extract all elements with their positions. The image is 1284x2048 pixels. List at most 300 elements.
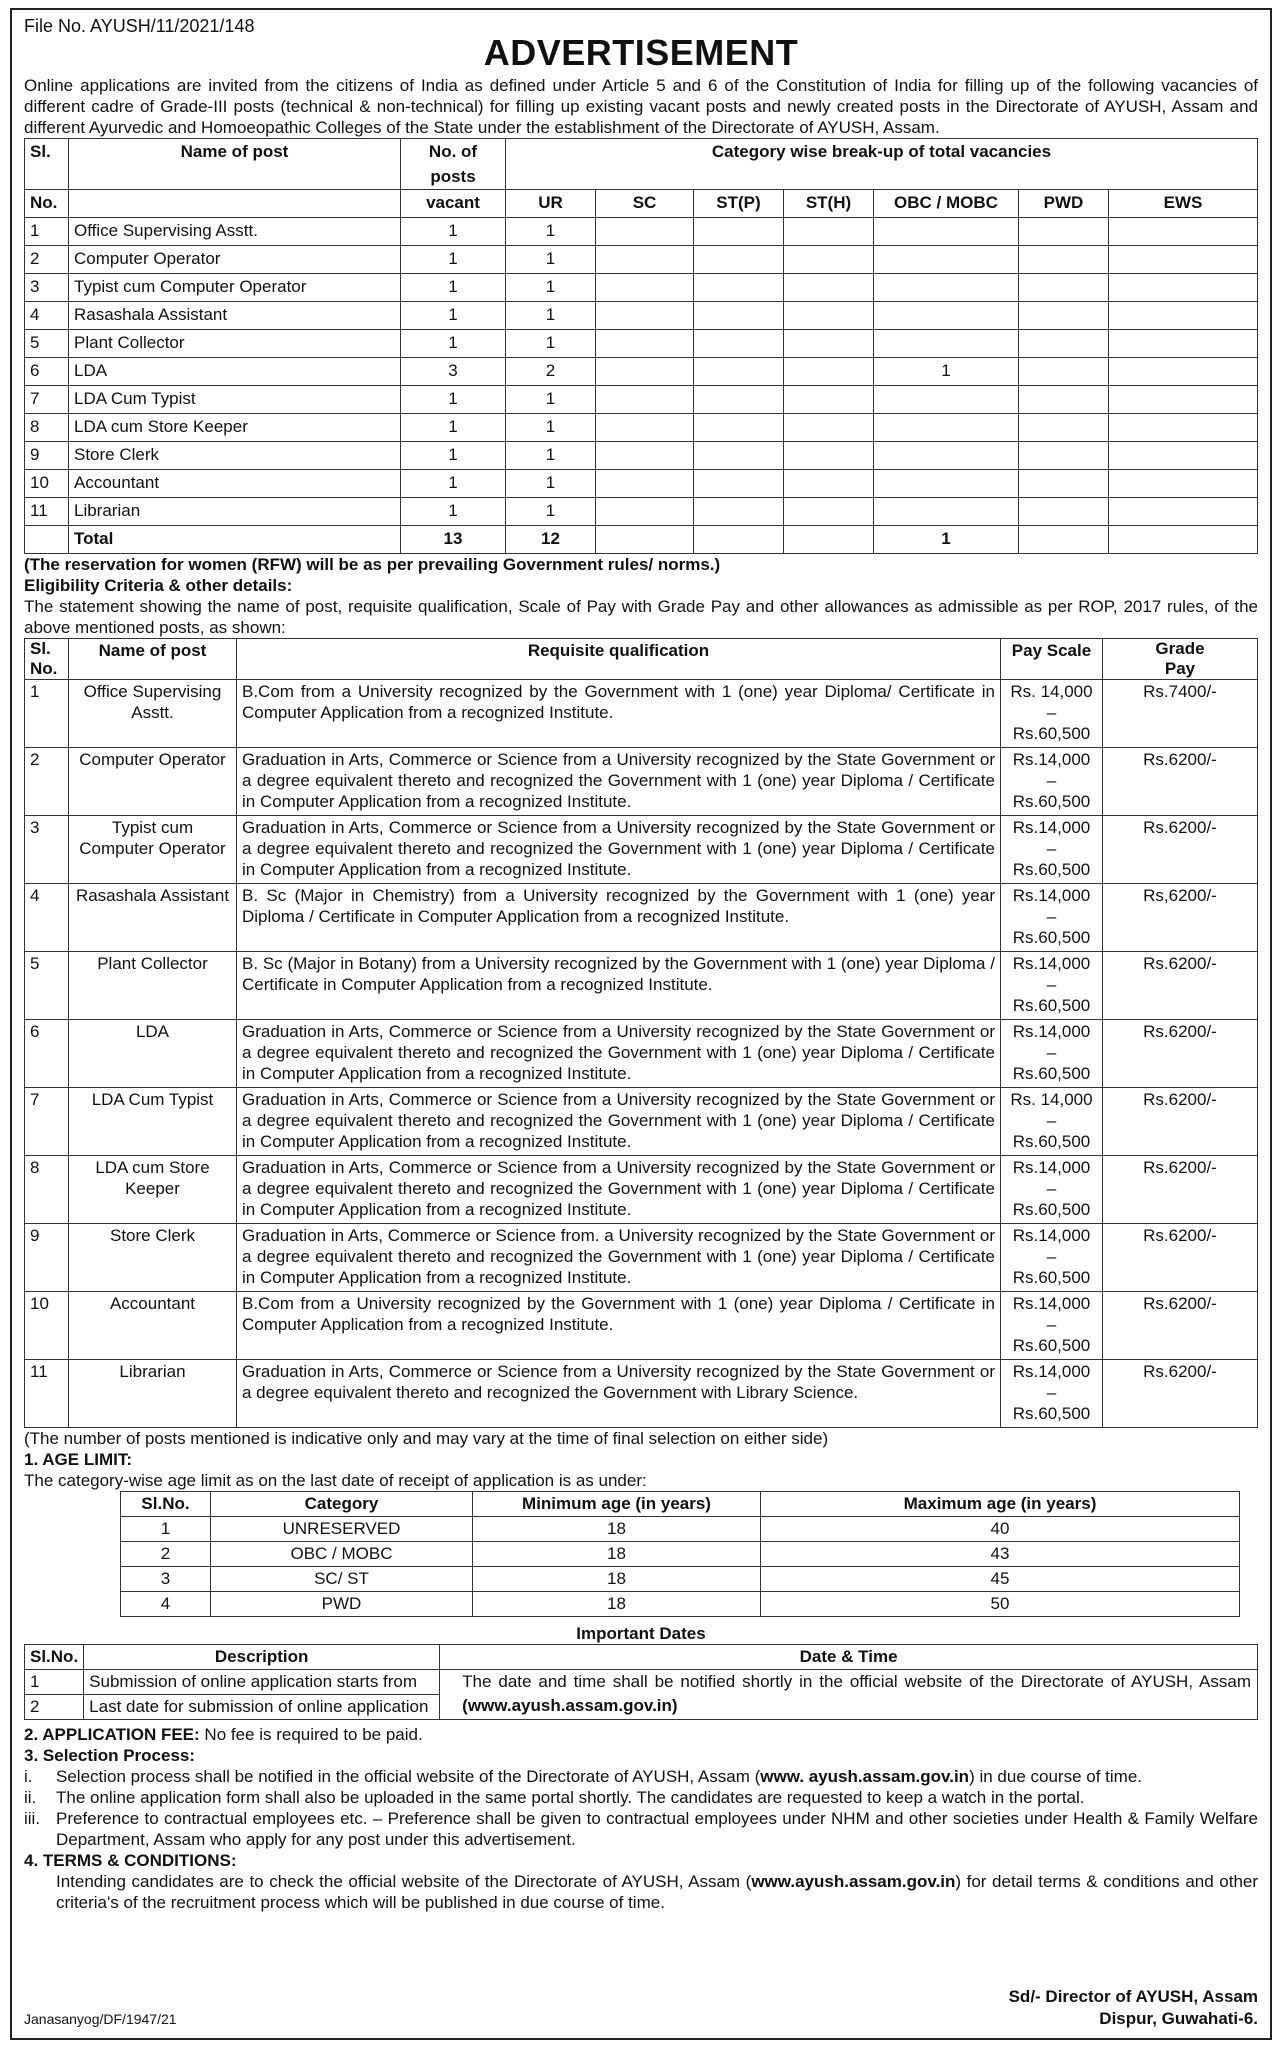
qual-sl: 7 <box>25 1088 69 1156</box>
vacancy-category-count: 1 <box>506 442 596 470</box>
important-dates-table <box>24 1644 1258 1720</box>
table-row <box>121 1517 1240 1542</box>
vacancy-total-count <box>1109 526 1258 554</box>
vacancy-category-count <box>1019 358 1109 386</box>
pay-scale-min: Rs.14,000 – <box>1012 1362 1091 1402</box>
table-row <box>121 1592 1240 1617</box>
qualification-table <box>24 638 1258 1428</box>
table-row <box>121 1567 1240 1592</box>
pay-scale-min: Rs. 14,000 – <box>1010 1090 1093 1130</box>
qual-post-name: Rasashala Assistant <box>69 884 237 952</box>
vacancy-post-name: Store Clerk <box>69 442 401 470</box>
qual-post-name: Office Supervising Asstt. <box>69 680 237 748</box>
table-row <box>25 330 1258 358</box>
table-row <box>25 748 1258 816</box>
vacancy-category-count <box>784 218 874 246</box>
selection-list <box>24 1766 1258 1850</box>
vacancy-sl: 7 <box>25 386 69 414</box>
vacancy-sl: 3 <box>25 274 69 302</box>
vacancy-table <box>24 138 1258 554</box>
vacancy-post-name: Plant Collector <box>69 330 401 358</box>
selection-heading: 3. Selection Process: <box>24 1746 196 1765</box>
vacancy-sl: 6 <box>25 358 69 386</box>
pay-scale-min: Rs.14,000 – <box>1012 1022 1091 1062</box>
vacancy-total-count <box>1019 526 1109 554</box>
table-row <box>25 386 1258 414</box>
qual-grade-pay: Rs.6200/- <box>1103 748 1258 816</box>
table-row <box>25 358 1258 386</box>
qual-grade-pay: Rs.7400/- <box>1103 680 1258 748</box>
qual-pay-scale <box>1001 1156 1103 1224</box>
list-item-text-pre: Selection process shall be notified in the official website of the Directorate of AYUSH, Assam ( <box>56 1767 761 1786</box>
vacancy-header-category-item: ST(P) <box>694 190 784 218</box>
vacancy-header-posts: No. of posts <box>401 139 506 190</box>
vacancy-category-count <box>596 358 694 386</box>
vacancy-category-count <box>784 274 874 302</box>
vacancy-sl: 11 <box>25 498 69 526</box>
qual-sl: 9 <box>25 1224 69 1292</box>
vacancy-header-vacant: vacant <box>401 190 506 218</box>
vacancy-sl: 2 <box>25 246 69 274</box>
vacancy-post-name: Accountant <box>69 470 401 498</box>
qual-grade-pay: Rs.6200/- <box>1103 952 1258 1020</box>
rfw-note: (The reservation for women (RFW) will be as per prevailing Government rules/ norms.) <box>24 555 721 574</box>
vacancy-category-count <box>1019 498 1109 526</box>
vacancy-total-count <box>784 526 874 554</box>
vacancy-category-count <box>1109 330 1258 358</box>
qual-post-name: Plant Collector <box>69 952 237 1020</box>
table-row <box>121 1542 1240 1567</box>
vacancy-category-count <box>596 218 694 246</box>
pay-scale-max: Rs.60,500 <box>1012 792 1091 811</box>
table-row-total <box>25 526 1258 554</box>
vacancy-category-count <box>1109 218 1258 246</box>
age-cell: 2 <box>121 1542 211 1567</box>
age-header: Sl.No. <box>121 1492 211 1517</box>
vacancy-category-count: 1 <box>506 414 596 442</box>
vacancy-category-count: 1 <box>506 498 596 526</box>
qual-pay-scale <box>1001 816 1103 884</box>
vacancy-total-blank <box>25 526 69 554</box>
table-row <box>25 414 1258 442</box>
qual-pay-scale <box>1001 1360 1103 1428</box>
qual-header-sl: Sl. No. <box>25 639 69 680</box>
qual-requirement: B.Com from a University recognized by the Government with 1 (one) year Diploma/ Certificate in Computer Application from a recognized Institute. <box>237 680 1001 748</box>
vacancy-category-count <box>784 442 874 470</box>
dates-header-description: Description <box>84 1645 440 1670</box>
vacancy-category-count <box>784 302 874 330</box>
vacancy-posts: 1 <box>401 442 506 470</box>
qual-sl: 8 <box>25 1156 69 1224</box>
qual-requirement: B. Sc (Major in Chemistry) from a University recognized by the Government with 1 (one) year Diploma / Certificate in Computer Application from a recognized Institute. <box>237 884 1001 952</box>
vacancy-post-name: Typist cum Computer Operator <box>69 274 401 302</box>
vacancy-category-count <box>694 442 784 470</box>
vacancy-post-name: Office Supervising Asstt. <box>69 218 401 246</box>
eligibility-intro: The statement showing the name of post, requisite qualification, Scale of Pay with Grade Pay and other allowances as admissible as per ROP, 2017 rules, of the above mentioned posts, as shown: <box>24 597 1258 637</box>
pay-scale-max: Rs.60,500 <box>1012 724 1091 743</box>
vacancy-category-count <box>694 330 784 358</box>
footer <box>24 1970 1258 2030</box>
pay-scale-min: Rs.14,000 – <box>1012 1226 1091 1266</box>
intro-paragraph: Online applications are invited from the citizens of India as defined under Article 5 and 6 of the Constitution of India for filling up of the following vacancies of different cadre of Grade-III posts (technical & non-technical) for filling up existing vacant posts and newly created posts in the Directorate of AYUSH, Assam and different Ayurvedic and Homoeopathic Colleges of the State under the establishment of the Directorate of AYUSH, Assam. <box>24 76 1258 137</box>
vacancy-category-count <box>1019 470 1109 498</box>
vacancy-category-count <box>874 274 1019 302</box>
pay-scale-min: Rs.14,000 – <box>1012 954 1091 994</box>
qual-post-name: LDA cum Store Keeper <box>69 1156 237 1224</box>
qual-sl: 10 <box>25 1292 69 1360</box>
vacancy-category-count: 1 <box>506 302 596 330</box>
qual-requirement: Graduation in Arts, Commerce or Science from a University recognized by the State Government or a degree equivalent thereto and recognized the Government with 1 (one) year Diploma / Certificate in Computer Application from a recognized Institute. <box>237 1088 1001 1156</box>
pay-scale-max: Rs.60,500 <box>1012 1336 1091 1355</box>
qual-pay-scale <box>1001 1292 1103 1360</box>
vacancy-header-no: No. <box>25 190 69 218</box>
qual-pay-scale <box>1001 1224 1103 1292</box>
vacancy-category-count <box>784 414 874 442</box>
vacancy-category-count <box>784 498 874 526</box>
website-link[interactable]: www.ayush.assam.gov.in <box>751 1872 956 1891</box>
vacancy-header-category-item: PWD <box>1019 190 1109 218</box>
vacancy-header-blank <box>69 190 401 218</box>
dates-header-sl: Sl.No. <box>25 1645 84 1670</box>
qual-requirement: B. Sc (Major in Botany) from a University recognized by the Government with 1 (one) year Diploma / Certificate in Computer Application from a recognized Institute. <box>237 952 1001 1020</box>
vacancy-sl: 9 <box>25 442 69 470</box>
advertisement-page <box>10 8 1272 2040</box>
vacancy-category-count <box>1019 414 1109 442</box>
list-item-text-post: ) in due course of time. <box>969 1767 1142 1786</box>
list-item <box>24 1787 1258 1808</box>
vacancy-post-name: Computer Operator <box>69 246 401 274</box>
qual-pay-scale <box>1001 1088 1103 1156</box>
important-dates-heading: Important Dates <box>576 1624 706 1643</box>
pay-scale-max: Rs.60,500 <box>1012 1132 1091 1151</box>
vacancy-category-count <box>874 414 1019 442</box>
qual-sl: 2 <box>25 748 69 816</box>
vacancy-category-count: 1 <box>506 386 596 414</box>
page-title: ADVERTISEMENT <box>483 32 799 73</box>
vacancy-posts: 1 <box>401 218 506 246</box>
vacancy-header-category-item: OBC / MOBC <box>874 190 1019 218</box>
age-cell: 45 <box>761 1567 1240 1592</box>
age-cell: PWD <box>211 1592 473 1617</box>
qual-requirement: Graduation in Arts, Commerce or Science from a University recognized by the State Government or a degree equivalent thereto and recognized the Government with Library Science. <box>237 1360 1001 1428</box>
qual-pay-scale <box>1001 952 1103 1020</box>
pay-scale-max: Rs.60,500 <box>1012 1200 1091 1219</box>
vacancy-category-count <box>874 386 1019 414</box>
qual-requirement: Graduation in Arts, Commerce or Science from a University recognized by the State Government or a degree equivalent thereto and recognized the Government with 1 (one) year Diploma / Certificate in Computer Application from a recognized Institute. <box>237 1156 1001 1224</box>
vacancy-category-count: 2 <box>506 358 596 386</box>
age-cell: 43 <box>761 1542 1240 1567</box>
dates-row-description: Last date for submission of online application <box>84 1695 440 1720</box>
pay-scale-max: Rs.60,500 <box>1012 1404 1091 1423</box>
vacancy-header-category-item: ST(H) <box>784 190 874 218</box>
pay-scale-min: Rs.14,000 – <box>1012 818 1091 858</box>
qual-post-name: LDA <box>69 1020 237 1088</box>
vacancy-sl: 5 <box>25 330 69 358</box>
vacancy-category-count <box>694 386 784 414</box>
qual-header-grade: Grade Pay <box>1103 639 1258 680</box>
table-row <box>25 1292 1258 1360</box>
age-header: Maximum age (in years) <box>761 1492 1240 1517</box>
age-intro: The category-wise age limit as on the last date of receipt of application is as under: <box>24 1471 647 1490</box>
vacancy-category-count <box>784 386 874 414</box>
qual-post-name: LDA Cum Typist <box>69 1088 237 1156</box>
vacancy-category-count <box>874 498 1019 526</box>
qual-grade-pay: Rs.6200/- <box>1103 1020 1258 1088</box>
vacancy-sl: 10 <box>25 470 69 498</box>
qual-grade-pay: Rs.6200/- <box>1103 1088 1258 1156</box>
vacancy-category-count <box>1109 498 1258 526</box>
application-fee: 2. APPLICATION FEE: No fee is required to be paid. <box>24 1725 423 1744</box>
qual-post-name: Computer Operator <box>69 748 237 816</box>
age-cell: 4 <box>121 1592 211 1617</box>
vacancy-posts: 1 <box>401 414 506 442</box>
posts-note: (The number of posts mentioned is indicative only and may vary at the time of final selection on either side) <box>24 1429 829 1448</box>
website-link[interactable]: (www.ayush.assam.gov.in) <box>462 1696 678 1715</box>
table-row <box>25 302 1258 330</box>
vacancy-category-count <box>694 218 784 246</box>
dates-date-text: The date and time shall be notified shortly in the official website of the Directorate of AYUSH, Assam (www.ayush.assam.gov.in) <box>440 1670 1258 1720</box>
list-item <box>24 1808 1258 1850</box>
vacancy-category-count: 1 <box>506 330 596 358</box>
vacancy-category-count <box>1019 302 1109 330</box>
vacancy-category-count: 1 <box>874 358 1019 386</box>
table-row <box>25 274 1258 302</box>
vacancy-header-category: Category wise break-up of total vacancies <box>506 139 1258 190</box>
list-item-text <box>56 1808 1258 1850</box>
vacancy-category-count <box>874 246 1019 274</box>
qual-pay-scale <box>1001 748 1103 816</box>
qual-grade-pay: Rs.6200/- <box>1103 816 1258 884</box>
qual-grade-pay: Rs.6200/- <box>1103 1360 1258 1428</box>
qual-header-qualification: Requisite qualification <box>237 639 1001 680</box>
vacancy-category-count <box>694 302 784 330</box>
vacancy-posts: 1 <box>401 274 506 302</box>
eligibility-heading: Eligibility Criteria & other details: <box>24 576 293 595</box>
pay-scale-min: Rs.14,000 – <box>1012 886 1091 926</box>
pay-scale-min: Rs.14,000 – <box>1012 1294 1091 1334</box>
qual-grade-pay: Rs.6200/- <box>1103 1156 1258 1224</box>
vacancy-post-name: Librarian <box>69 498 401 526</box>
qual-pay-scale <box>1001 884 1103 952</box>
vacancy-category-count <box>1109 246 1258 274</box>
vacancy-category-count <box>784 358 874 386</box>
table-row <box>25 1224 1258 1292</box>
age-cell: 1 <box>121 1517 211 1542</box>
vacancy-category-count <box>694 274 784 302</box>
age-cell: SC/ ST <box>211 1567 473 1592</box>
qual-sl: 11 <box>25 1360 69 1428</box>
age-cell: 50 <box>761 1592 1240 1617</box>
vacancy-total-count: 12 <box>506 526 596 554</box>
dates-row-sl: 1 <box>25 1670 84 1695</box>
table-row <box>25 218 1258 246</box>
vacancy-category-count <box>596 498 694 526</box>
vacancy-category-count: 1 <box>506 218 596 246</box>
vacancy-category-count <box>596 330 694 358</box>
vacancy-category-count <box>874 302 1019 330</box>
vacancy-category-count <box>784 246 874 274</box>
table-row <box>25 1020 1258 1088</box>
vacancy-category-count <box>874 442 1019 470</box>
vacancy-category-count <box>784 470 874 498</box>
table-row <box>25 952 1258 1020</box>
vacancy-sl: 8 <box>25 414 69 442</box>
vacancy-total-label: Total <box>69 526 401 554</box>
age-header: Category <box>211 1492 473 1517</box>
qual-post-name: Store Clerk <box>69 1224 237 1292</box>
list-item <box>24 1766 1258 1787</box>
qual-requirement: Graduation in Arts, Commerce or Science from a University recognized by the State Government or a degree equivalent thereto and recognized the Government with 1 (one) year Diploma / Certificate in Computer Application from a recognized Institute. <box>237 816 1001 884</box>
vacancy-posts: 1 <box>401 498 506 526</box>
pay-scale-max: Rs.60,500 <box>1012 1064 1091 1083</box>
vacancy-category-count <box>1109 302 1258 330</box>
vacancy-category-count <box>784 330 874 358</box>
vacancy-category-count <box>1019 218 1109 246</box>
vacancy-posts: 1 <box>401 470 506 498</box>
list-item-number: ii. <box>24 1788 37 1807</box>
vacancy-category-count <box>596 470 694 498</box>
list-item-number: i. <box>24 1767 33 1786</box>
table-row <box>25 498 1258 526</box>
table-row <box>25 884 1258 952</box>
signature-block <box>1009 1986 1258 2030</box>
list-item-text <box>56 1787 1258 1808</box>
qual-requirement: Graduation in Arts, Commerce or Science from a University recognized by the State Government or a degree equivalent thereto and recognized the Government with 1 (one) year Diploma / Certificate in Computer Application from a recognized Institute. <box>237 748 1001 816</box>
vacancy-category-count <box>694 246 784 274</box>
terms-heading: 4. TERMS & CONDITIONS: <box>24 1851 237 1870</box>
vacancy-category-count <box>1109 274 1258 302</box>
table-row <box>25 1360 1258 1428</box>
vacancy-sl: 1 <box>25 218 69 246</box>
vacancy-posts: 1 <box>401 246 506 274</box>
age-heading: 1. AGE LIMIT: <box>24 1450 132 1469</box>
age-cell: 18 <box>473 1542 761 1567</box>
qual-sl: 5 <box>25 952 69 1020</box>
pay-scale-min: Rs. 14,000 – <box>1010 682 1093 722</box>
age-table <box>120 1491 1240 1617</box>
vacancy-category-count <box>874 218 1019 246</box>
vacancy-category-count: 1 <box>506 274 596 302</box>
vacancy-header-category-item: EWS <box>1109 190 1258 218</box>
vacancy-category-count <box>596 442 694 470</box>
qual-sl: 4 <box>25 884 69 952</box>
signatory-address: Dispur, Guwahati-6. <box>1099 2009 1258 2028</box>
vacancy-category-count <box>596 246 694 274</box>
vacancy-total-count <box>694 526 784 554</box>
qual-header-name: Name of post <box>69 639 237 680</box>
qual-post-name: Typist cum Computer Operator <box>69 816 237 884</box>
vacancy-category-count <box>694 498 784 526</box>
age-cell: OBC / MOBC <box>211 1542 473 1567</box>
vacancy-header-category-item: UR <box>506 190 596 218</box>
qual-requirement: Graduation in Arts, Commerce or Science from. a University recognized by the State Government or a degree equivalent thereto and recognized the Government with 1 (one) year Diploma / Certificate in Computer Application from a recognized Institute. <box>237 1224 1001 1292</box>
vacancy-category-count <box>596 414 694 442</box>
pay-scale-min: Rs.14,000 – <box>1012 750 1091 790</box>
vacancy-sl: 4 <box>25 302 69 330</box>
qual-grade-pay: Rs.6200/- <box>1103 1224 1258 1292</box>
table-row <box>25 470 1258 498</box>
vacancy-category-count <box>1019 442 1109 470</box>
table-row <box>25 816 1258 884</box>
publication-code: Janasanyog/DF/1947/21 <box>24 2011 177 2027</box>
pay-scale-max: Rs.60,500 <box>1012 928 1091 947</box>
table-row <box>25 680 1258 748</box>
qual-header-pay: Pay Scale <box>1001 639 1103 680</box>
vacancy-post-name: Rasashala Assistant <box>69 302 401 330</box>
table-row <box>25 246 1258 274</box>
vacancy-total-count <box>596 526 694 554</box>
vacancy-category-count <box>596 386 694 414</box>
qual-pay-scale <box>1001 1020 1103 1088</box>
vacancy-category-count: 1 <box>506 246 596 274</box>
vacancy-header-sl: Sl. <box>25 139 69 190</box>
table-row <box>25 1156 1258 1224</box>
table-row <box>25 442 1258 470</box>
vacancy-header-name: Name of post <box>69 139 401 190</box>
vacancy-category-count <box>1109 414 1258 442</box>
age-cell: 18 <box>473 1567 761 1592</box>
signatory: Sd/- Director of AYUSH, Assam <box>1008 1987 1258 2006</box>
vacancy-category-count <box>1109 358 1258 386</box>
vacancy-category-count <box>694 470 784 498</box>
vacancy-post-name: LDA <box>69 358 401 386</box>
vacancy-category-count <box>1019 330 1109 358</box>
qual-sl: 3 <box>25 816 69 884</box>
table-row <box>25 1088 1258 1156</box>
dates-row-description: Submission of online application starts from <box>84 1670 440 1695</box>
list-item-text <box>56 1766 1258 1787</box>
website-link[interactable]: www. ayush.assam.gov.in <box>760 1767 970 1786</box>
vacancy-category-count <box>1019 386 1109 414</box>
list-item-text-pre: The online application form shall also be uploaded in the same portal shortly. The candidates are requested to keep a watch in the portal. <box>56 1788 1085 1807</box>
age-cell: 18 <box>473 1517 761 1542</box>
qual-post-name: Librarian <box>69 1360 237 1428</box>
qual-sl: 6 <box>25 1020 69 1088</box>
vacancy-posts: 1 <box>401 302 506 330</box>
pay-scale-max: Rs.60,500 <box>1012 1268 1091 1287</box>
qual-grade-pay: Rs,6200/- <box>1103 884 1258 952</box>
vacancy-posts: 1 <box>401 386 506 414</box>
pay-scale-min: Rs.14,000 – <box>1012 1158 1091 1198</box>
terms-text: Intending candidates are to check the official website of the Directorate of AYUSH, Assam (www.ayush.assam.gov.in) for detail terms & conditions and other criteria's of the recruitment process which will be published in due course of time. <box>56 1872 1259 1912</box>
vacancy-category-count <box>694 414 784 442</box>
vacancy-post-name: LDA Cum Typist <box>69 386 401 414</box>
age-cell: 18 <box>473 1592 761 1617</box>
vacancy-posts: 1 <box>401 330 506 358</box>
vacancy-total-posts: 13 <box>401 526 506 554</box>
age-cell: UNRESERVED <box>211 1517 473 1542</box>
pay-scale-max: Rs.60,500 <box>1012 996 1091 1015</box>
list-item-number: iii. <box>24 1809 41 1828</box>
vacancy-category-count <box>1019 274 1109 302</box>
age-cell: 40 <box>761 1517 1240 1542</box>
qual-post-name: Accountant <box>69 1292 237 1360</box>
qual-sl: 1 <box>25 680 69 748</box>
pay-scale-max: Rs.60,500 <box>1012 860 1091 879</box>
vacancy-category-count <box>1109 386 1258 414</box>
vacancy-post-name: LDA cum Store Keeper <box>69 414 401 442</box>
qual-requirement: B.Com from a University recognized by the Government with 1 (one) year Diploma / Certificate in Computer Application from a recognized Institute. <box>237 1292 1001 1360</box>
vacancy-posts: 3 <box>401 358 506 386</box>
vacancy-category-count <box>874 330 1019 358</box>
file-number: File No. AYUSH/11/2021/148 <box>24 16 255 36</box>
vacancy-category-count <box>1109 470 1258 498</box>
qual-pay-scale <box>1001 680 1103 748</box>
vacancy-category-count <box>694 358 784 386</box>
vacancy-category-count <box>874 470 1019 498</box>
vacancy-category-count <box>1019 246 1109 274</box>
dates-row-sl: 2 <box>25 1695 84 1720</box>
